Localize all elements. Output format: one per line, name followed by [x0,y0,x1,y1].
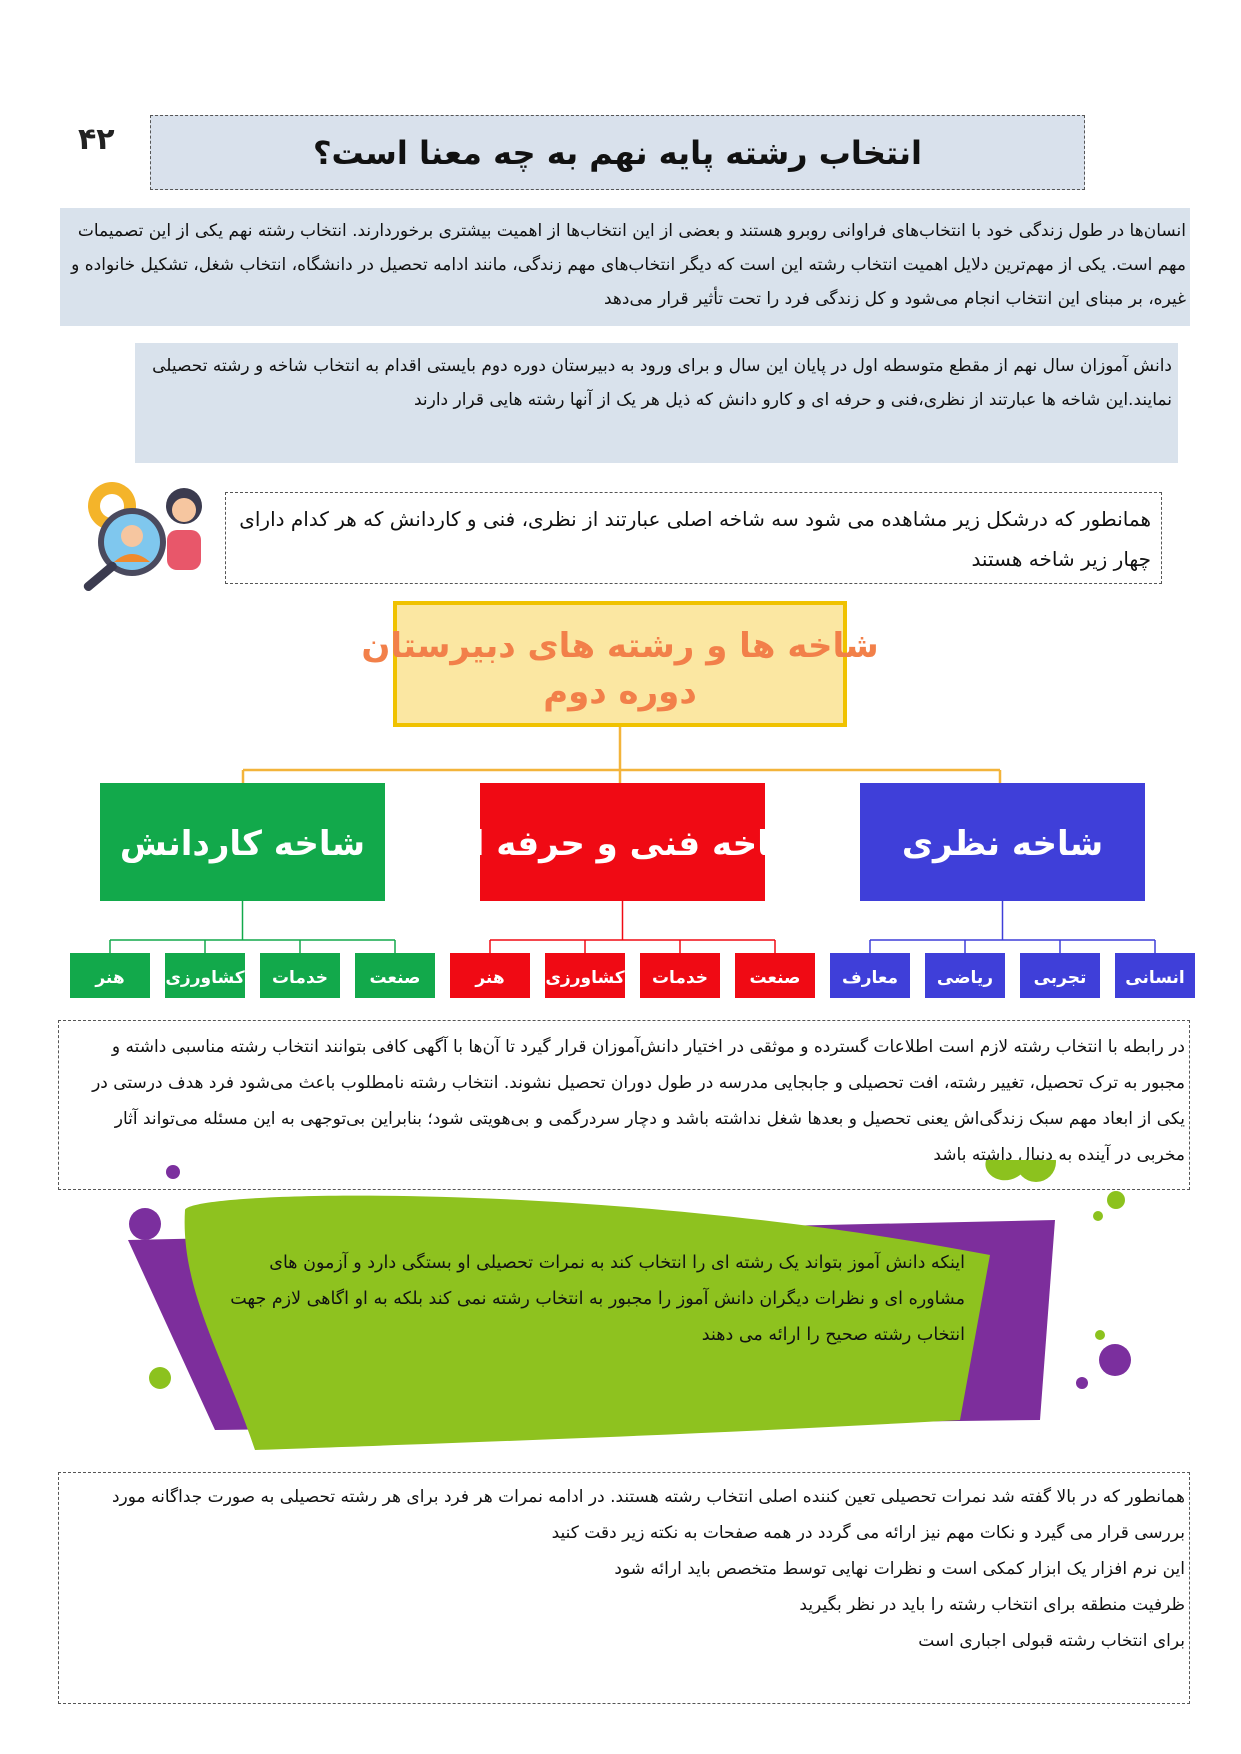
branch-label-1: شاخه نظری [901,824,1104,864]
intro-paragraph-2: دانش آموزان سال نهم از مقطع متوسطه اول در پایان این سال و برای ورود به دبیرستان دوره دوم بایستی اقدام به انتخاب شاخه و رشته تحصیلی نمایند.این شاخه ها عبارتند از نظری،فنی و حرفه ای و کارو دانش که ذیل هر یک از آنها رشته هایی قرار دارند [135,343,1178,463]
page-title: انتخاب رشته پایه نهم به چه معنا است؟ [150,115,1085,190]
sub-branch-label: هنر [95,968,125,988]
final-note-line-5: برای انتخاب رشته قبولی اجباری است [918,1631,1185,1651]
sub-branch-label: انسانی [1125,968,1185,988]
sub-branch-label: خدمات [271,968,329,988]
sub-branch-label: تجربی [1033,968,1087,988]
sub-branch-label: معارف [841,968,899,988]
final-note-line-1: همانطور که در بالا گفته شد نمرات تحصیلی تعین کننده اصلی انتخاب رشته هستند. در ادامه نمرات هر فرد برای هر رشته تحصیلی به صورت جداگانه مورد [111,1487,1185,1507]
sub-branch-label: صنعت [749,968,801,988]
final-note-line-2: بررسی قرار می گیرد و نکات مهم نیز ارائه می گردد در همه صفحات به نکته زیر دقت کنید [551,1523,1185,1543]
branch-label-3: شاخه کاردانش [119,824,366,864]
page-number: ۴۲ [78,122,115,157]
branch-label-2: شاخه فنی و حرفه ای [441,824,804,864]
green-note: اینکه دانش آموز بتواند یک رشته ای را انتخاب کند به نمرات تحصیلی او بستگی دارد و آزمون های مشاوره ای و نظرات دیگران دانش آموز را مجبور به انتخاب رشته نمی کند بلکه به او اگاهی لازم جهت انتخاب رشته صحیح را ارائه می دهند [230,1253,965,1345]
final-notes [58,1472,1190,1704]
sub-branch-label: خدمات [651,968,709,988]
intro-paragraph-1: انسان‌ها در طول زندگی خود با انتخاب‌های فراوانی روبرو هستند و بعضی از این انتخاب‌ها از اهمیت بیشتری برخوردارند. انتخاب رشته نهم یکی از این تصمیمات مهم است. یکی از مهم‌ترین دلایل اهمیت انتخاب رشته این است که دیگر انتخاب‌های مهم زندگی، مانند ادامه تحصیل در دانشگاه، انتخاب شغل، تشکیل خانواده و غیره، بر مبنای این انتخاب انجام می‌شود و کل زندگی فرد را تحت تأثیر قرار می‌دهد [60,208,1190,326]
final-note-line-4: ظرفیت منطقه برای انتخاب رشته را باید در نظر بگیرید [799,1595,1185,1615]
sub-branch-label: هنر [475,968,505,988]
sub-branch-label: صنعت [369,968,421,988]
final-note-line-3: این نرم افزار یک ابزار کمکی است و نظرات نهایی توسط متخصص باید ارائه شود [614,1559,1185,1579]
sub-branch-label: کشاورزی [165,968,245,988]
career-search-icon [72,478,212,598]
importance-paragraph: در رابطه با انتخاب رشته لازم است اطلاعات گسترده و موثقی در اختیار دانش‌آموزان قرار گیرد تا آن‌ها با آگهی کافی بتوانند انتخاب رشته مناسبی داشته و مجبور به ترک تحصیل، تغییر رشته، افت تحصیلی و جابجایی مدرسه در طول دوران تحصیل نشوند. انتخاب رشته نامطلوب باعث می‌شود فرد هدف درستی در یکی از ابعاد مهم سبک زندگی‌اش یعنی تحصیل و بعدها شغل نداشته باشد و دچار سردرگمی و بی‌هویتی شود؛ بنابراین بی‌توجهی به این مسئله می‌تواند آثار مخربی در آینده به دنبال داشته باشد [58,1020,1190,1190]
sub-branch-label: ریاضی [936,968,994,988]
chart-intro-text: همانطور که درشکل زیر مشاهده می شود سه شاخه اصلی عبارتند از نظری، فنی و کاردانش که هر کدام دارای چهار زیر شاخه هستند [225,492,1162,584]
root-title-line1: شاخه ها و رشته های دبیرستان [361,626,879,666]
branches-diagram [0,595,1241,1015]
sub-branch-label: کشاورزی [545,968,625,988]
root-title-line2: دوره دوم [543,672,697,712]
